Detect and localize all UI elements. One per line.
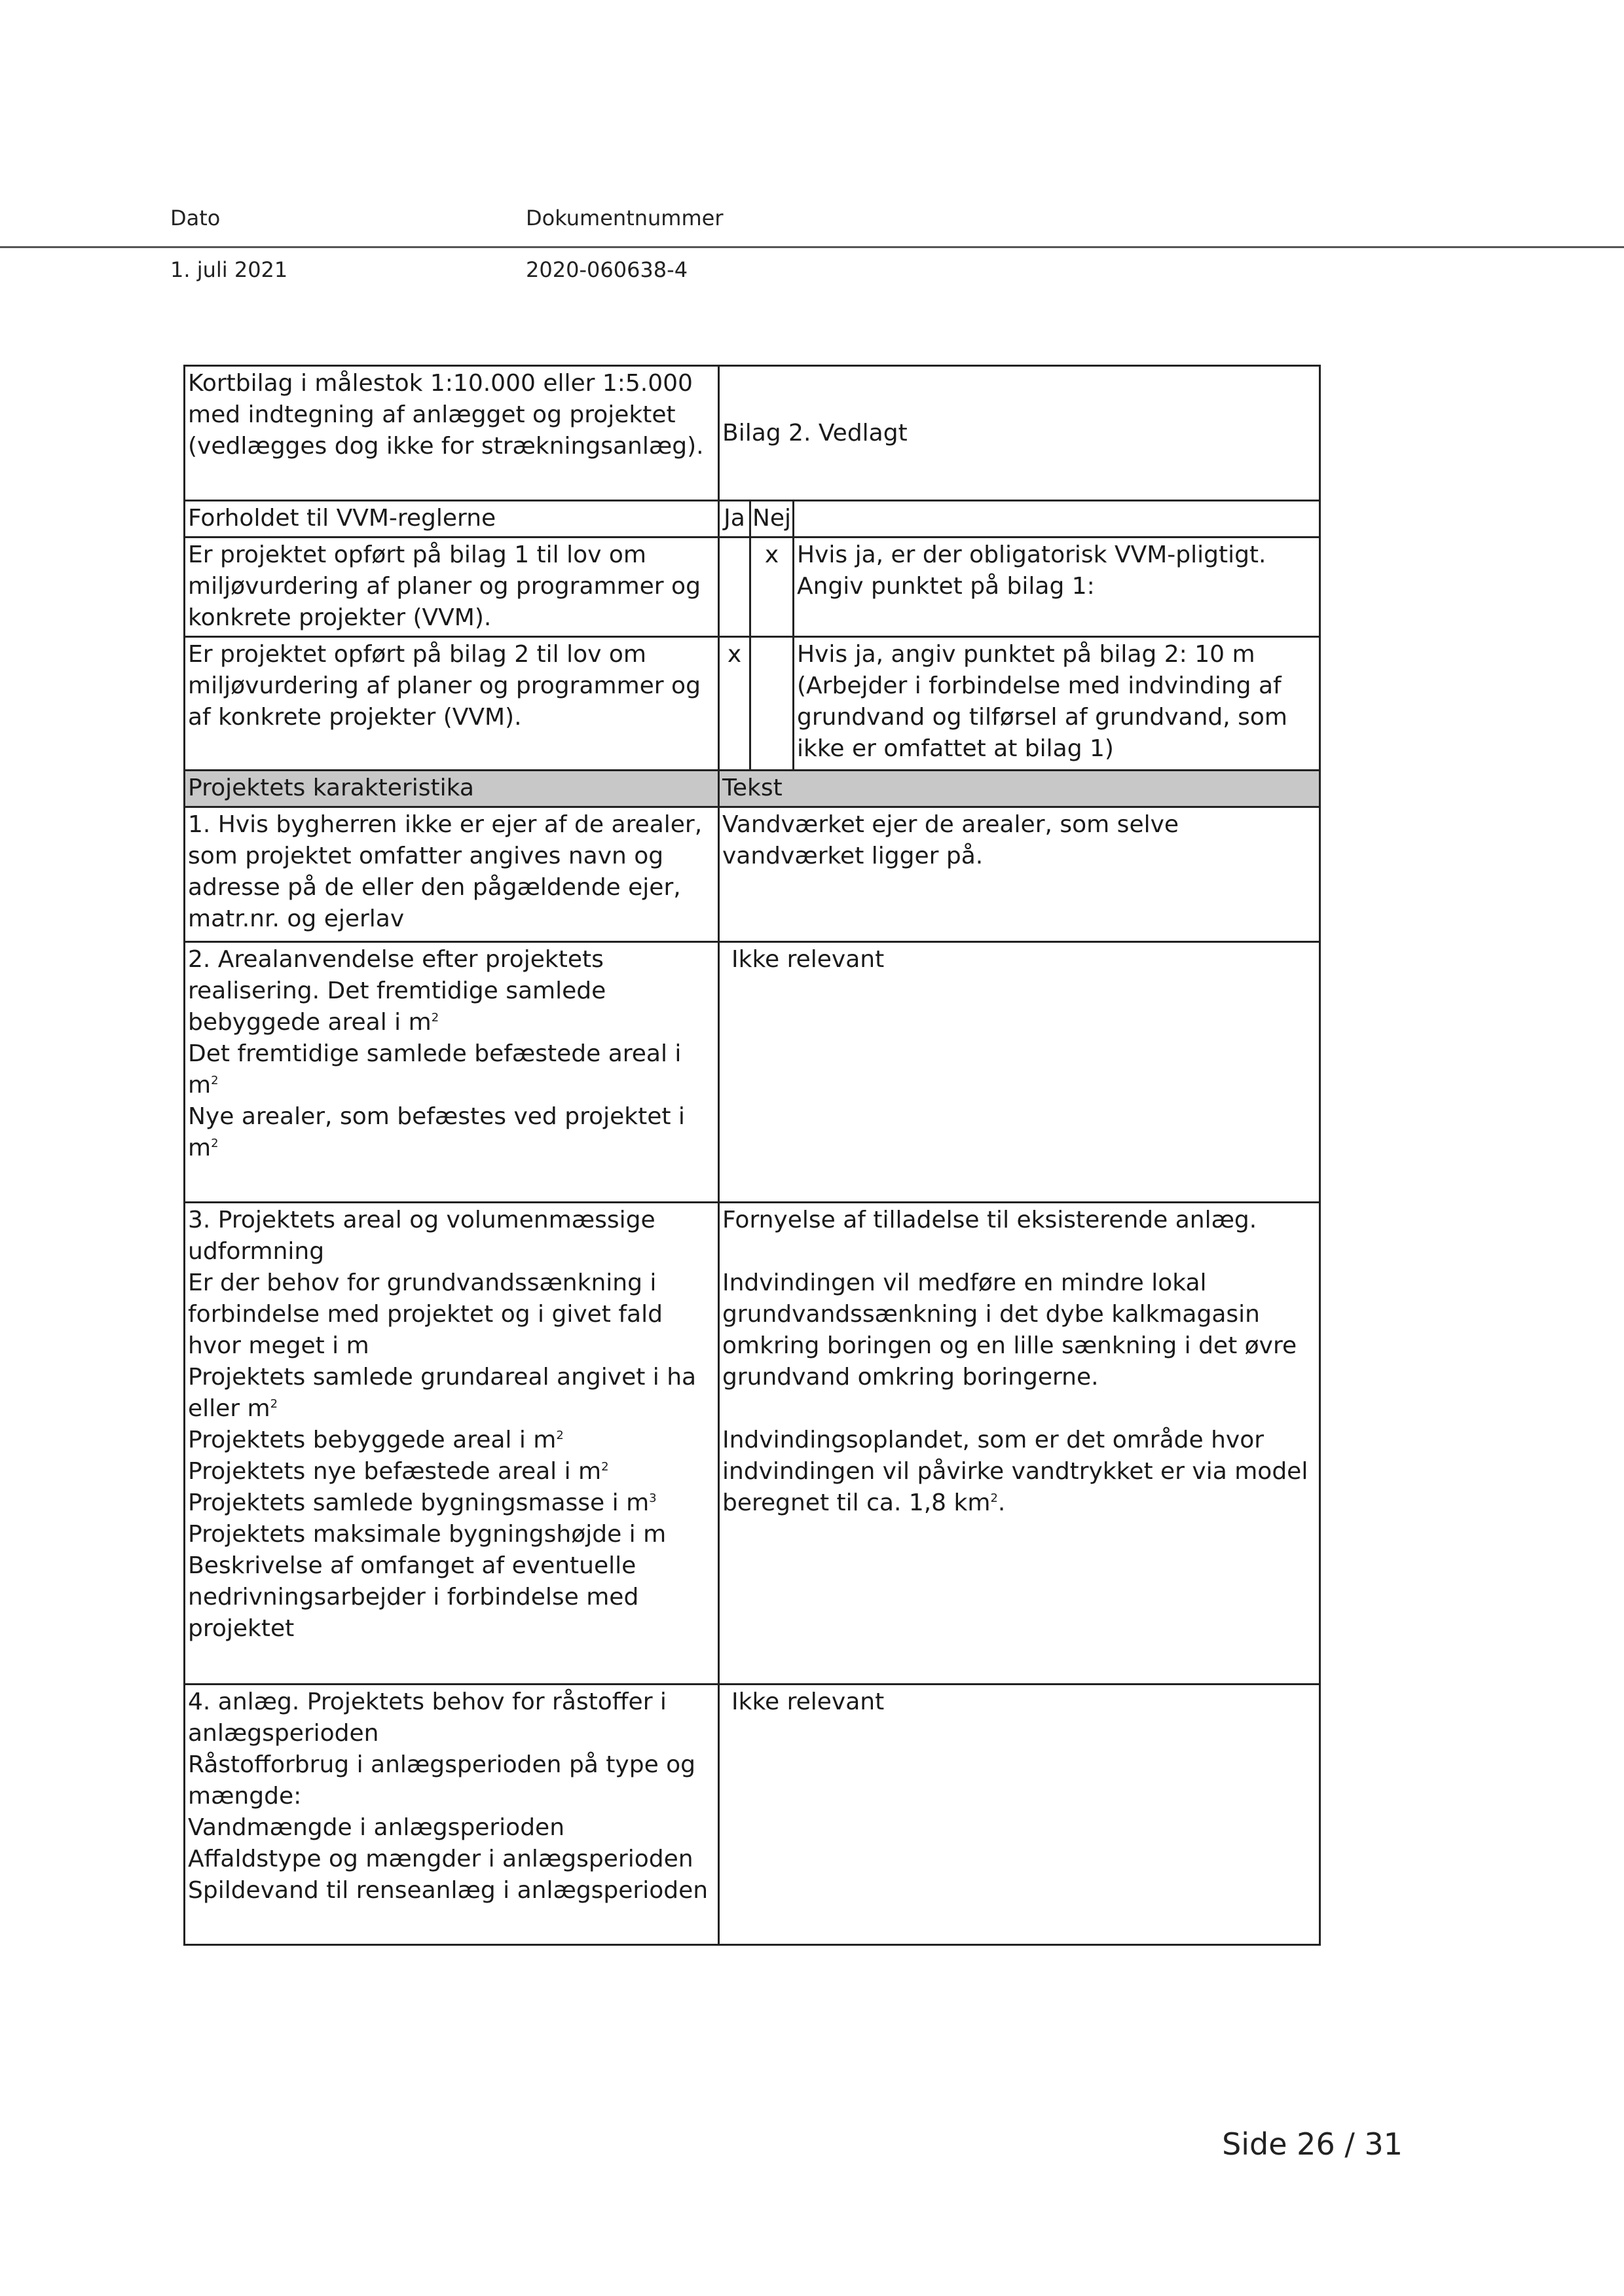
row3-label-line1: 3. Projektets areal og volumenmæssige udformning [188,1207,655,1265]
row4-label-line1: 4. anlæg. Projektets behov for råstoffer i anlægsperioden [188,1688,667,1747]
row4-label [185,1685,719,1945]
bilag1-ja-mark [719,538,750,637]
vvm-header-text [794,501,1320,538]
bilag2-ja-mark: x [719,637,750,771]
row3-label-line4-sup: 2 [556,1429,564,1442]
document-number-value: 2020-060638-4 [526,257,688,282]
row2-label-line3-sup: 2 [211,1137,219,1150]
row3-label-line3: Projektets samlede grundareal angivet i ha eller m [188,1364,697,1422]
row4-label-line3: Vandmængde i anlægsperioden [188,1814,565,1841]
row3-label-line5-sup: 2 [601,1460,609,1474]
row4-label-line4: Affaldstype og mængder i anlægsperioden [188,1846,693,1872]
row4-value-cell [719,1685,1320,1945]
bilag2-question: Er projektet opført på bilag 2 til lov om miljøvurdering af planer og programmer og af konkrete projekter (VVM). [185,637,719,771]
row4-label-line2: Råstofforbrug i anlægsperioden på type og mængde: [188,1751,696,1810]
table-row-kortbilag [185,366,1320,501]
row2-label-line2: Det fremtidige samlede befæstede areal i m [188,1040,682,1099]
table-row-characteristics-header [185,771,1320,807]
bilag1-nej-mark: x [750,538,794,637]
row2-label-line2-sup: 2 [211,1074,219,1087]
characteristics-header-label: Projektets karakteristika [185,771,719,807]
row4-label-line5: Spildevand til renseanlæg i anlægsperioden [188,1877,709,1904]
vvm-form-table [183,365,1321,1946]
row2-label-line3: Nye arealer, som befæstes ved projektet i m [188,1103,685,1161]
row3-label-line3-sup: 2 [270,1397,278,1411]
table-row-4 [185,1685,1320,1945]
header-divider [0,246,1624,248]
row3-label [185,1203,719,1685]
row3-label-line6-sup: 3 [649,1491,657,1505]
row3-value-paragraph2: Indvindingen vil medføre en mindre lokal grundvandssænkning i det dybe kalkmagasin omkring boringen og en lille sænkning i det øvre grundvand omkring boringerne. [722,1269,1297,1391]
row3-label-line7: Projektets maksimale bygningshøjde i m [188,1521,667,1548]
bilag1-text: Hvis ja, er der obligatorisk VVM-pligtigt. Angiv punktet på bilag 1: [794,538,1320,637]
row2-value: Ikke relevant [731,946,885,973]
row2-label-line1-sup: 2 [431,1011,439,1025]
table-row-bilag2 [185,637,1320,771]
page-number: Side 26 / 31 [1222,2126,1403,2162]
row4-value: Ikke relevant [731,1688,885,1715]
date-value: 1. juli 2021 [170,257,288,282]
vvm-header-label: Forholdet til VVM-reglerne [185,501,719,538]
row3-label-line2: Er der behov for grundvandssænkning i forbindelse med projektet og i givet fald hvor meget i m [188,1269,663,1359]
bilag1-question: Er projektet opført på bilag 1 til lov om miljøvurdering af planer og programmer og konkrete projekter (VVM). [185,538,719,637]
row3-value-cell [719,1203,1320,1685]
bilag2-text: Hvis ja, angiv punktet på bilag 2: 10 m (Arbejder i forbindelse med indvinding af grundvand og tilførsel af grundvand, som ikke er omfattet at bilag 1) [794,637,1320,771]
row3-value-paragraph3-sup: 2 [990,1491,998,1505]
bilag2-nej-mark [750,637,794,771]
row2-label-line1: 2. Arealanvendelse efter projektets realisering. Det fremtidige samlede bebyggede areal i m [188,946,606,1036]
row3-label-line6: Projektets samlede bygningsmasse i m [188,1489,650,1516]
row3-label-line4: Projektets bebyggede areal i m [188,1427,557,1453]
table-row-vvm-header [185,501,1320,538]
row3-label-line5: Projektets nye befæstede areal i m [188,1458,602,1485]
table-row-2 [185,942,1320,1203]
table-row-1 [185,807,1320,942]
nej-column-header: Nej [750,501,794,538]
date-label: Dato [170,206,221,230]
row2-value-cell [719,942,1320,1203]
characteristics-header-value: Tekst [719,771,1320,807]
ja-column-header: Ja [719,501,750,538]
kortbilag-value: Bilag 2. Vedlagt [719,366,1320,501]
row3-paragraph-gap2 [722,1393,1316,1425]
row3-value-paragraph3-end: . [997,1489,1006,1516]
table-row-3 [185,1203,1320,1685]
table-row-bilag1 [185,538,1320,637]
row3-label-line8: Beskrivelse af omfanget af eventuelle nedrivningsarbejder i forbindelse med projektet [188,1552,639,1642]
row1-value: Vandværket ejer de arealer, som selve vandværket ligger på. [719,807,1320,942]
row3-value-paragraph1: Fornyelse af tilladelse til eksisterende anlæg. [722,1207,1257,1233]
document-number-label: Dokumentnummer [526,206,724,230]
row3-value-paragraph3: Indvindingsoplandet, som er det område hvor indvindingen vil påvirke vandtrykket er via model beregnet til ca. 1,8 km [722,1427,1308,1516]
row3-paragraph-gap1 [722,1236,1316,1267]
kortbilag-label: Kortbilag i målestok 1:10.000 eller 1:5.000 med indtegning af anlægget og projektet (vedlægges dog ikke for strækningsanlæg). [185,366,719,501]
row2-label [185,942,719,1203]
row1-label: 1. Hvis bygherren ikke er ejer af de arealer, som projektet omfatter angives navn og adresse på de eller den pågældende ejer, matr.nr. og ejerlav [185,807,719,942]
